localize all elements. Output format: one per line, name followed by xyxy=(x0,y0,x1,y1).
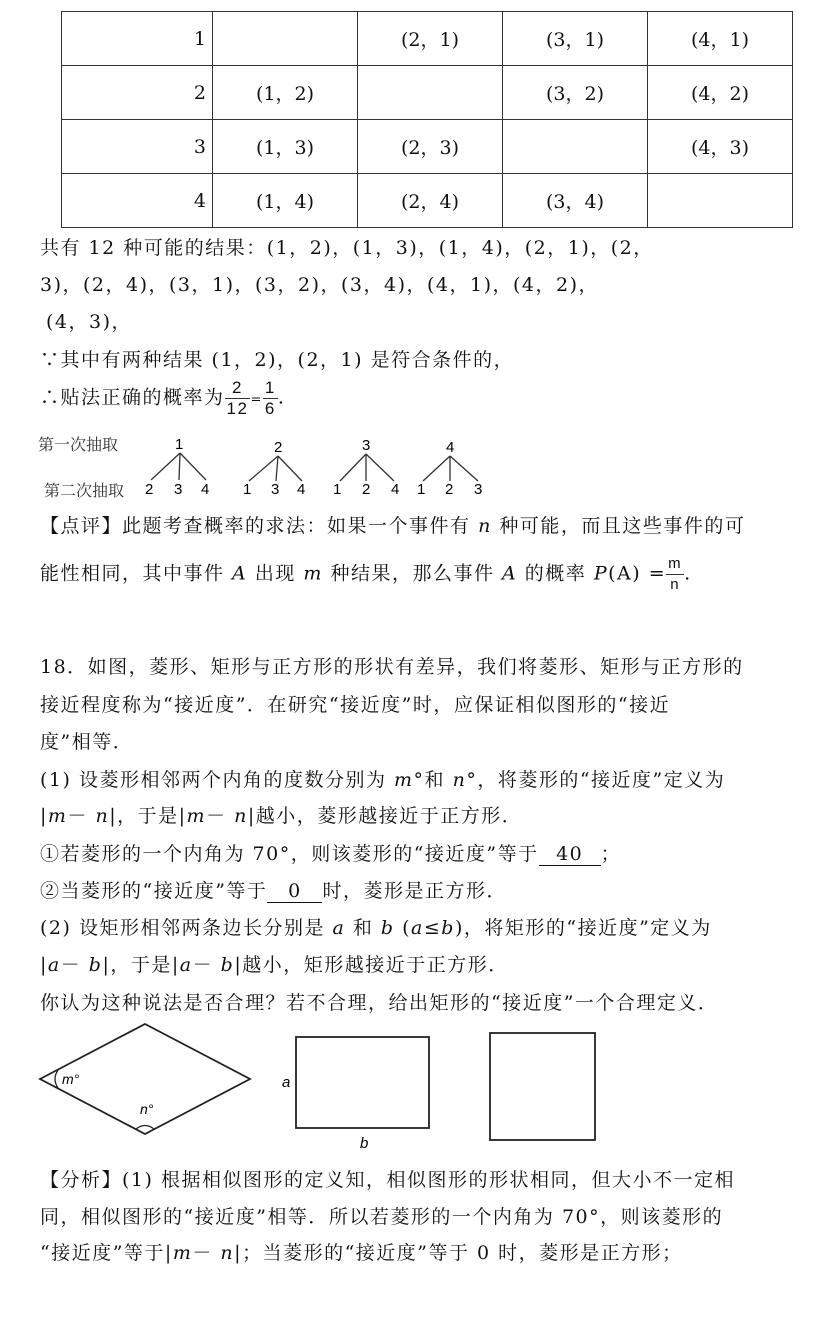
angle-arc-m xyxy=(55,1070,58,1088)
review-text: (A) = xyxy=(608,562,667,585)
var-n: n xyxy=(234,805,248,827)
tree-leaf: 4 xyxy=(297,481,306,498)
tree-leaf: 3 xyxy=(174,481,183,498)
table-cell: (4，3) xyxy=(648,120,793,174)
analysis-line-2: 同，相似图形的“接近度”相等．所以若菱形的一个内角为 70°，则该菱形的 xyxy=(40,1206,724,1228)
label-b: b xyxy=(360,1135,369,1152)
review-text: 出现 xyxy=(247,562,304,585)
tree-leaf: 4 xyxy=(201,481,210,498)
review-text: 能性相同，其中事件 xyxy=(40,562,233,585)
tree-leaf: 1 xyxy=(417,481,426,498)
var-b: b xyxy=(220,954,235,976)
var-m: m xyxy=(172,1242,193,1264)
condition: a≤b xyxy=(411,917,455,939)
q18-text: °和 xyxy=(413,769,453,791)
label-m: m° xyxy=(62,1071,80,1087)
q18-text: － xyxy=(60,954,89,976)
tree-first-label: 第一次抽取 xyxy=(38,437,119,454)
tree-root: 2 xyxy=(274,439,283,456)
q18-text: ； xyxy=(600,843,622,865)
review-text: 的概率 xyxy=(517,562,594,585)
q18-text: | xyxy=(40,954,48,976)
q18-text: | xyxy=(40,805,48,827)
q18-text: 和 xyxy=(345,917,381,939)
analysis-line-1 xyxy=(40,1165,735,1192)
var-a-event: A xyxy=(502,562,518,585)
q18-text: － xyxy=(192,954,221,976)
period: . xyxy=(684,562,692,585)
q18-text: )，将矩形的“接近度”定义为 xyxy=(454,917,712,939)
tree-second-label: 第二次抽取 xyxy=(44,483,125,500)
table-cell: (3，4) xyxy=(503,174,648,228)
frac-numerator: 1 xyxy=(264,378,276,397)
q18-text: |，于是| xyxy=(109,805,187,827)
table-cell: (1，3) xyxy=(213,120,358,174)
var-n: n xyxy=(478,515,492,537)
therefore-prefix: ∴贴法正确的概率为 xyxy=(40,386,225,409)
rhombus-figure xyxy=(40,1024,250,1134)
answer-blank: 40 xyxy=(539,843,601,866)
row-header: 2 xyxy=(62,66,213,120)
q18-text: |越小，矩形越接近于正方形． xyxy=(234,954,509,976)
rectangle-figure xyxy=(282,1037,429,1152)
var-n: n xyxy=(452,769,467,791)
analysis-text: (1) 根据相似图形的定义知，相似图形的形状相同，但大小不一定相 xyxy=(122,1169,735,1191)
var-b: b xyxy=(380,917,395,939)
equals-sign: = xyxy=(250,392,263,408)
period: . xyxy=(277,386,286,409)
square xyxy=(490,1033,595,1140)
table-cell: (2，4) xyxy=(358,174,503,228)
analysis-text: “接近度”等于| xyxy=(40,1242,173,1264)
var-m: m xyxy=(303,562,323,585)
review-text: 种可能，而且这些事件的可 xyxy=(491,515,746,537)
q18-text: ②当菱形的“接近度”等于 xyxy=(40,880,268,902)
frac-numerator: 2 xyxy=(225,378,251,399)
review-text: 此题考查概率的求法：如果一个事件有 xyxy=(122,515,479,537)
results-line-2: 3)，(2，4)，(3，1)，(3，2)，(3，4)，(4，1)，(4，2)， xyxy=(40,274,600,296)
row-header: 4 xyxy=(62,174,213,228)
var-n: n xyxy=(220,1242,235,1264)
rectangle xyxy=(296,1037,429,1128)
tree-root: 4 xyxy=(446,439,455,456)
results-line-3: (4，3)， xyxy=(46,311,133,333)
q18-line-2: 接近程度称为“接近度”．在研究“接近度”时，应保证相似图形的“接近 xyxy=(40,694,671,716)
var-m: m xyxy=(47,805,68,827)
q18-part2-line-3: 你认为这种说法是否合理？若不合理，给出矩形的“接近度”一个合理定义． xyxy=(40,992,719,1014)
q18-line-3: 度”相等． xyxy=(40,731,134,753)
var-m: m xyxy=(186,805,207,827)
square-figure xyxy=(490,1033,595,1140)
q18-text: ①若菱形的一个内角为 70°，则该菱形的“接近度”等于 xyxy=(40,843,539,865)
frac-denominator: 6 xyxy=(264,399,276,418)
frac-denominator: 12 xyxy=(226,399,249,418)
var-a: a xyxy=(47,954,61,976)
analysis-text: |；当菱形的“接近度”等于 0 时，菱形是正方形； xyxy=(234,1242,683,1264)
tree-leaf: 1 xyxy=(243,481,252,498)
q18-text: °，将菱形的“接近度”定义为 xyxy=(466,769,726,791)
frac-denominator: n xyxy=(670,576,681,593)
var-b: b xyxy=(88,954,103,976)
table-cell: (3，2) xyxy=(503,66,648,120)
review-tag: 【点评】 xyxy=(40,515,123,537)
label-n: n° xyxy=(140,1101,154,1117)
frac-numerator: m xyxy=(666,554,684,575)
q18-text: |，于是| xyxy=(102,954,180,976)
q18-text: － xyxy=(67,805,96,827)
table-cell: (4，1) xyxy=(648,12,793,66)
because-line: ∵其中有两种结果 (1，2)，(2，1) 是符合条件的， xyxy=(40,349,515,371)
q18-text: (1) 设菱形相邻两个内角的度数分别为 xyxy=(40,769,394,791)
tree-leaf: 2 xyxy=(362,481,371,498)
q18-text: 时，菱形是正方形． xyxy=(322,880,507,902)
analysis-text: － xyxy=(192,1242,221,1264)
q18-line-1: 18．如图，菱形、矩形与正方形的形状有差异，我们将菱形、矩形与正方形的 xyxy=(40,656,744,678)
q18-text: ( xyxy=(394,917,412,939)
table-cell: (4，2) xyxy=(648,66,793,120)
tree-leaf: 2 xyxy=(445,481,454,498)
q18-text: |越小，菱形越接近于正方形． xyxy=(247,805,523,827)
row-header: 1 xyxy=(62,12,213,66)
analysis-line-3 xyxy=(40,1238,683,1265)
analysis-tag: 【分析】 xyxy=(40,1169,123,1191)
table-cell: (2，1) xyxy=(358,12,503,66)
q18-text: － xyxy=(206,805,235,827)
tree-leaf: 2 xyxy=(145,481,154,498)
tree-leaf: 3 xyxy=(271,481,280,498)
var-p: P xyxy=(593,562,609,585)
answer-blank: 0 xyxy=(267,880,322,903)
tree-leaf: 4 xyxy=(391,481,400,498)
var-n: n xyxy=(95,805,110,827)
label-a: a xyxy=(282,1074,291,1091)
table-cell: (1，4) xyxy=(213,174,358,228)
var-m: m xyxy=(394,769,414,791)
var-a-event: A xyxy=(232,562,248,585)
row-header: 3 xyxy=(62,120,213,174)
table-cell: (3，1) xyxy=(503,12,648,66)
tree-root: 1 xyxy=(175,436,184,453)
q18-text: (2) 设矩形相邻两条边长分别是 xyxy=(40,917,333,939)
tree-leaf: 1 xyxy=(333,481,342,498)
table-cell: (2，3) xyxy=(358,120,503,174)
tree-root: 3 xyxy=(362,437,371,454)
angle-arc-n xyxy=(136,1126,154,1130)
review-text: 种结果，那么事件 xyxy=(322,562,502,585)
var-a: a xyxy=(179,954,193,976)
tree-leaf: 3 xyxy=(474,481,483,498)
results-line-1: 共有 12 种可能的结果：(1，2)，(1，3)，(1，4)，(2，1)，(2， xyxy=(40,237,654,259)
table-cell: (1，2) xyxy=(213,66,358,120)
var-a: a xyxy=(332,917,346,939)
